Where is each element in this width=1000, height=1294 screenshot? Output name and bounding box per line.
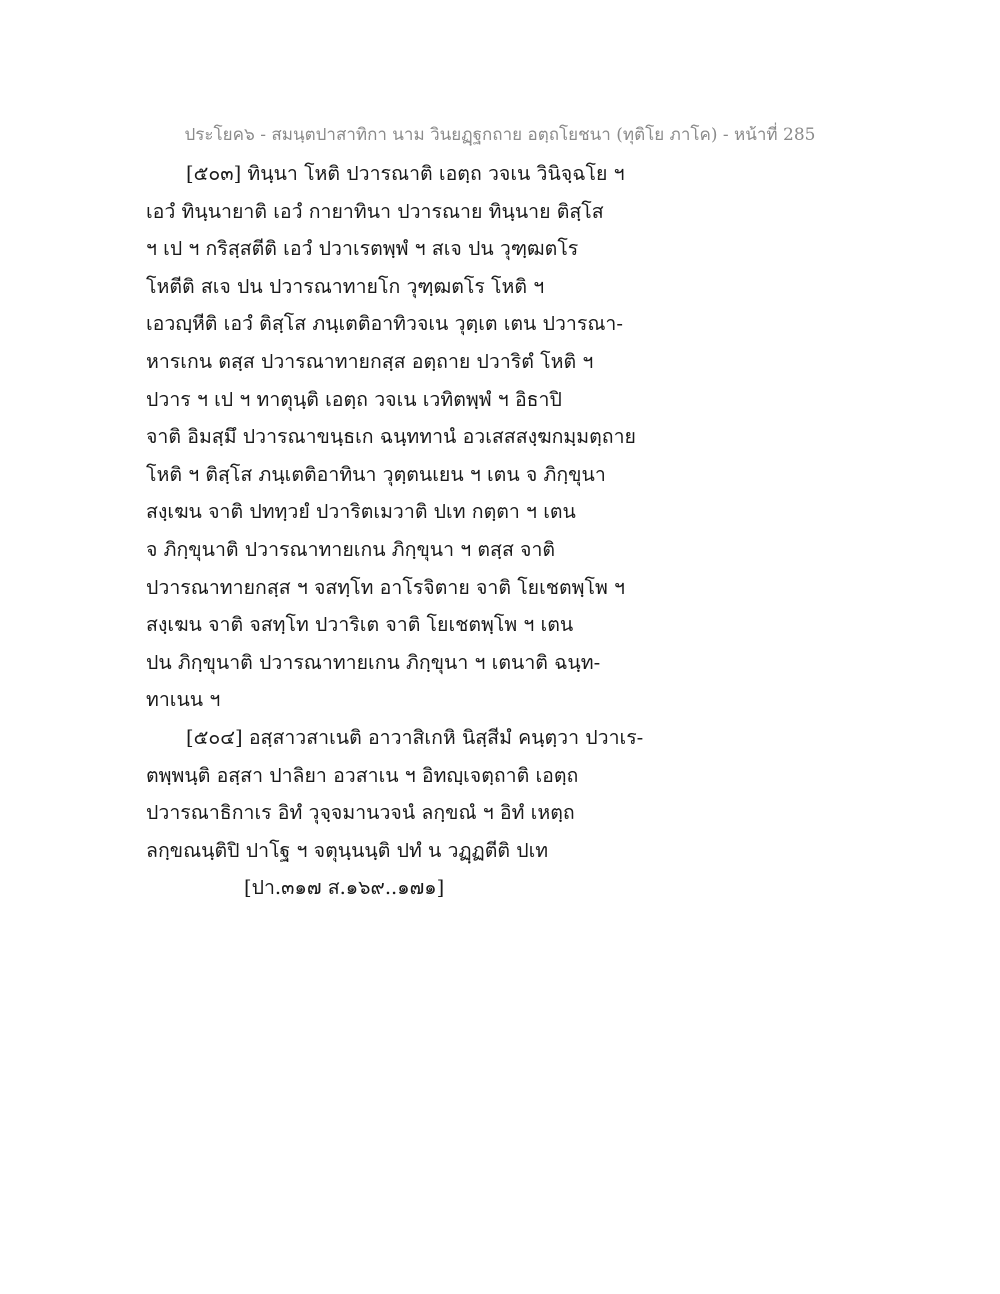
text-line: เอวํ ทินฺนายาติ เอวํ กายาทินา ปวารณาย ทินฺนาย ติสฺโส	[146, 199, 604, 223]
text-line: โหตีติ สเจ ปน ปวารณาทายโก วุฑฺฒตโร โหติ ฯ	[146, 274, 545, 298]
paragraph-503-line: [๕๐๓] ทินฺนา โหติ ปวารณาติ เอตฺถ วจเน วินิจฺฉโย ฯ	[186, 162, 625, 185]
text-line: ปวาร ฯ เป ฯ ทาตุนฺติ เอตฺถ วจเน เวทิตพฺพํ ฯ อิธาปิ	[146, 387, 562, 411]
text-line: ปวารณาทายกสฺส ฯ จสทฺโท อาโรจิตาย จาติ โยเชตพฺโพ ฯ	[146, 575, 625, 599]
text-line: ปน ภิกฺขุนาติ ปวารณาทายเกน ภิกฺขุนา ฯ เตนาติ ฉนฺท-	[146, 650, 601, 674]
text-line: จาติ อิมสฺมึ ปวารณาขนฺธเก ฉนฺททานํ อวเสสสงฺฆกมฺมตฺถาย	[146, 425, 636, 449]
text-line: โหติ ฯ ติสฺโส ภนฺเตติอาทินา วุตฺตนเยน ฯ เตน จ ภิกฺขุนา	[146, 462, 606, 486]
text-line: ทาเนน ฯ	[146, 688, 221, 712]
text-line: ลกฺขณนฺติปิ ปาโฐ ฯ จตุนฺนนฺติ ปทํ น วฏฺฏตีติ ปเท	[146, 838, 549, 862]
text-line: ฯ เป ฯ กริสฺสตีติ เอวํ ปวาเรตพฺพํ ฯ สเจ ปน วุฑฺฒตโร	[146, 237, 579, 261]
text-line: หารเกน ตสฺส ปวารณาทายกสฺส อตฺถาย ปวาริตํ โหติ ฯ	[146, 349, 594, 373]
text-line: จ ภิกฺขุนาติ ปวารณาทายเกน ภิกฺขุนา ฯ ตสฺส จาติ	[146, 537, 556, 561]
text-line: สงฺเฆน จาติ จสทฺโท ปวาริเต จาติ โยเชตพฺโพ ฯ เตน	[146, 613, 574, 637]
paragraph-504-line: [๕๐๔] อสฺสาวสาเนติ อาวาสิเกหิ นิสฺสีมํ คนฺตฺวา ปวาเร-	[186, 725, 644, 749]
page-reference: [ปา.๓๑๗ ส.๑๖๙..๑๗๑]	[244, 876, 445, 900]
text-line: ตพฺพนฺติ อสฺสา ปาลิยา อวสาเน ฯ อิทญฺเจตฺถาติ เอตฺถ	[146, 763, 579, 787]
text-line: เอวญฺหีติ เอวํ ติสฺโส ภนฺเตติอาทิวจเน วุตฺเต เตน ปวารณา-	[146, 312, 623, 336]
text-line: สงฺเฆน จาติ ปททฺวยํ ปวาริตเมวาติ ปเท กตฺตา ฯ เตน	[146, 500, 576, 524]
text-line: ปวารณาธิกาเร อิทํ วุจฺจมานวจนํ ลกฺขณํ ฯ อิทํ เหตฺถ	[146, 801, 575, 825]
page-header: ประโยค๖ - สมนฺตปาสาทิกา นาม วินยฏฺฐกถาย อตฺถโยชนา (ทุติโย ภาโค) - หน้าที่ 285	[184, 125, 816, 145]
document-body	[146, 155, 866, 907]
